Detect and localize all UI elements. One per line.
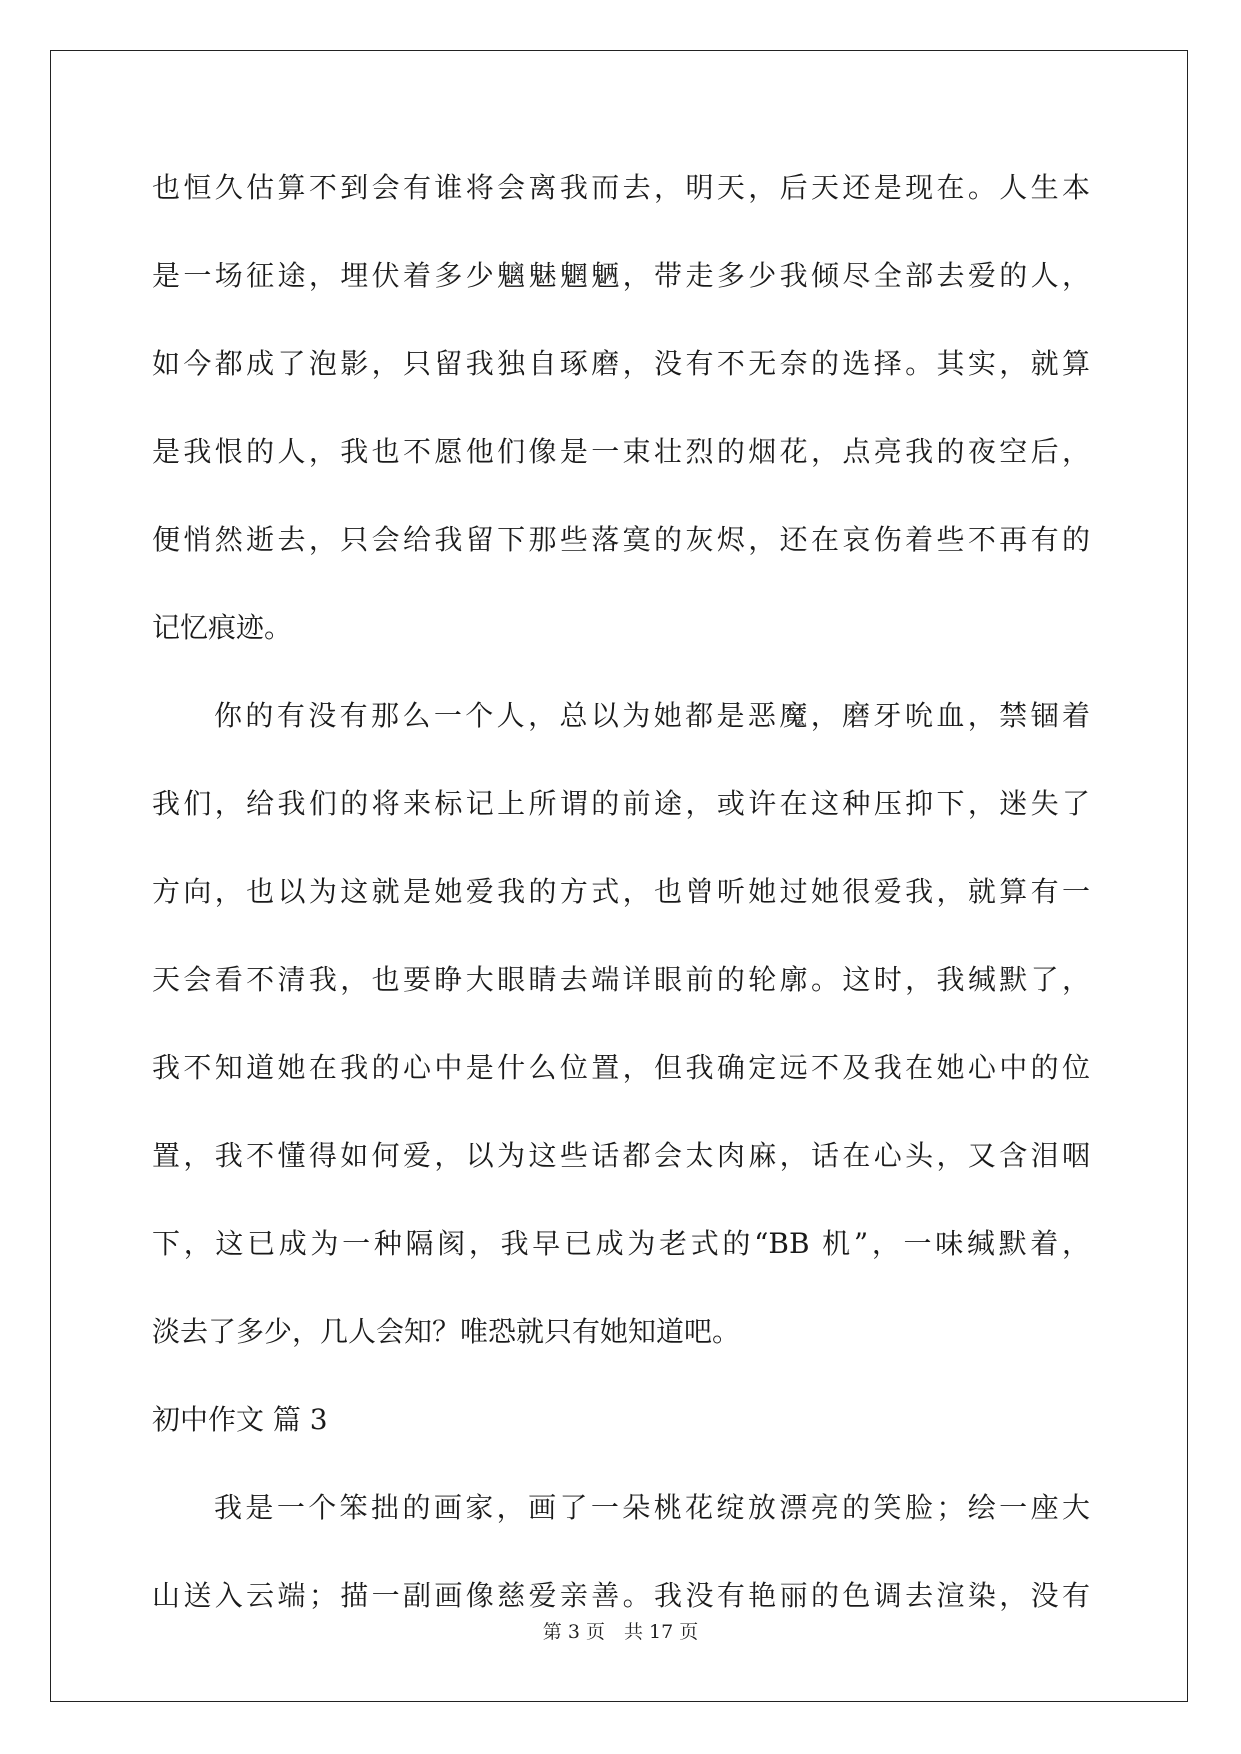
text-line: 方向，也以为这就是她爱我的方式，也曾听她过她很爱我，就算有一: [152, 875, 1090, 908]
text-line: 淡去了多少，几人会知？唯恐就只有她知道吧。: [152, 1315, 741, 1348]
text-line: 是一场征途，埋伏着多少魑魅魍魉，带走多少我倾尽全部去爱的人，: [152, 259, 1090, 292]
text-line: 天会看不清我，也要睁大眼睛去端详眼前的轮廓。这时，我缄默了，: [152, 963, 1090, 996]
text-line: 是我恨的人，我也不愿他们像是一束壮烈的烟花，点亮我的夜空后，: [152, 435, 1090, 468]
document-body: [152, 160, 1090, 1656]
section-heading: 初中作文 篇 3: [152, 1403, 328, 1436]
text-line: 记忆痕迹。: [152, 611, 293, 644]
text-line: 我们，给我们的将来标记上所谓的前途，或许在这种压抑下，迷失了: [152, 787, 1090, 820]
text-line: 如今都成了泡影，只留我独自琢磨，没有不无奈的选择。其实，就算: [152, 347, 1090, 380]
text-line: 下，这已成为一种隔阂，我早已成为老式的“BB 机”，一味缄默着，: [152, 1227, 1090, 1260]
text-line: 置，我不懂得如何爱，以为这些话都会太肉麻，话在心头，又含泪咽: [152, 1139, 1090, 1172]
text-line: 便悄然逝去，只会给我留下那些落寞的灰烬，还在哀伤着些不再有的: [152, 523, 1090, 556]
paragraph-first-line: 我是一个笨拙的画家，画了一朵桃花绽放漂亮的笑脸；绘一座大: [214, 1491, 1090, 1524]
text-line: 也恒久估算不到会有谁将会离我而去，明天，后天还是现在。人生本: [152, 171, 1090, 204]
text-line: 我不知道她在我的心中是什么位置，但我确定远不及我在她心中的位: [152, 1051, 1090, 1084]
paragraph-first-line: 你的有没有那么一个人，总以为她都是恶魔，磨牙吮血，禁锢着: [214, 699, 1090, 732]
text-line: 山送入云端；描一副画像慈爱亲善。我没有艳丽的色调去渲染，没有: [152, 1579, 1090, 1612]
page-number-footer: 第 3 页 共 17 页: [542, 1621, 699, 1643]
